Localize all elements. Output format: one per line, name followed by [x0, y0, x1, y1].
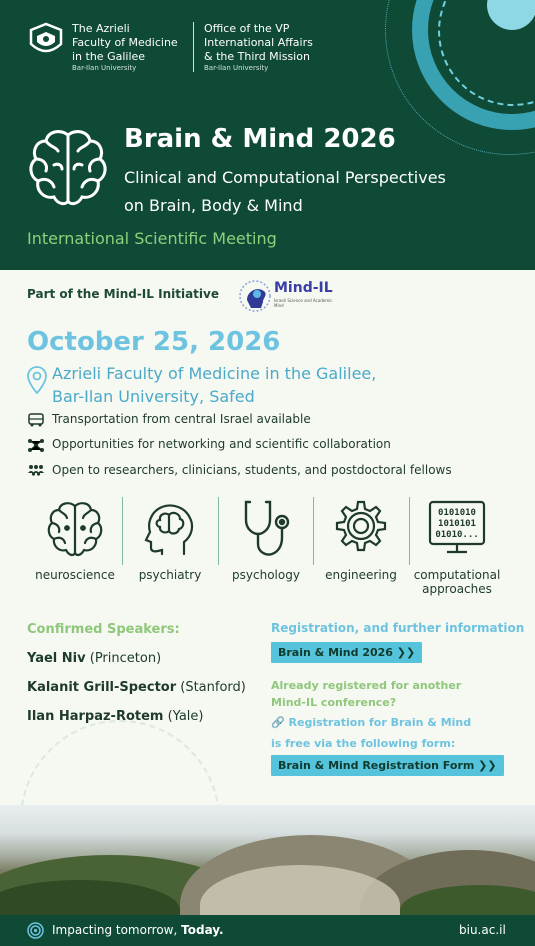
faculty-university: Bar-Ilan University: [72, 64, 137, 72]
gear-icon: [331, 498, 391, 560]
footer-url-link[interactable]: biu.ac.il: [459, 923, 506, 937]
spiral-logo-icon: [27, 922, 44, 939]
field-label: psychology: [232, 568, 300, 582]
registration-link-text: Registration for Brain & Mind: [288, 716, 472, 729]
speaker-affiliation: (Stanford): [180, 680, 246, 695]
binary-monitor-icon: [427, 498, 487, 560]
feature-text: Opportunities for networking and scientific collaboration: [52, 437, 391, 451]
speaker-item: [27, 709, 203, 724]
registration-link[interactable]: [271, 716, 471, 729]
brain-icon: [24, 125, 112, 213]
field-label-line1: computational: [413, 568, 501, 582]
venue-line1: Azrieli Faculty of Medicine in the Galilee,: [52, 364, 377, 383]
brain-mind-2026-button[interactable]: Brain & Mind 2026 ❯❯: [271, 642, 422, 663]
feature-text: Open to researchers, clinicians, students, and postdoctoral fellows: [52, 463, 452, 477]
field-label: engineering: [325, 568, 397, 582]
speaker-affiliation: (Yale): [167, 709, 204, 724]
location-pin-icon: [27, 366, 47, 394]
faculty-name-line1: The Azrieli: [72, 22, 130, 35]
already-registered-line2: Mind-IL conference?: [271, 696, 397, 709]
already-registered-line1: Already registered for another: [271, 679, 462, 692]
field-label: neuroscience: [35, 568, 115, 582]
field-psychology: [218, 498, 314, 582]
event-subtitle-line2: on Brain, Body & Mind: [124, 196, 303, 215]
event-date: October 25, 2026: [27, 327, 281, 357]
field-label-line2: approaches: [422, 582, 492, 596]
faculty-name-line2: Faculty of Medicine: [72, 36, 178, 49]
mind-il-logo-subtitle: Israeli Science and Academic Mind: [274, 298, 333, 308]
registration-heading: Registration, and further information: [271, 621, 525, 635]
network-icon: [27, 438, 45, 452]
field-engineering: [313, 498, 409, 582]
speaker-item: [27, 680, 246, 695]
speaker-affiliation: (Princeton): [89, 651, 162, 666]
head-brain-icon: [140, 498, 200, 560]
registration-form-button[interactable]: Brain & Mind Registration Form ❯❯: [271, 755, 504, 776]
field-psychiatry: [122, 498, 218, 582]
header-divider: [193, 22, 194, 72]
people-icon: [27, 464, 45, 478]
footer-tagline: [52, 923, 224, 937]
field-label: psychiatry: [138, 568, 202, 582]
speaker-name: Ilan Harpaz-Rotem: [27, 709, 164, 724]
venue-line2: Bar-Ilan University, Safed: [52, 387, 255, 406]
faculty-name-line3: in the Galilee: [72, 50, 146, 63]
brain-icon: [45, 498, 105, 560]
registration-free-text: is free via the following form:: [271, 737, 456, 750]
meeting-type: International Scientific Meeting: [27, 229, 277, 248]
bus-icon: [27, 413, 45, 427]
field-computational: [409, 498, 505, 596]
event-subtitle-line1: Clinical and Computational Perspectives: [124, 168, 446, 187]
speaker-name: Yael Niv: [27, 651, 86, 666]
office-name-line2: International Affairs: [204, 36, 313, 49]
link-icon: 🔗: [271, 716, 285, 729]
footer-tagline-bold: Today.: [181, 923, 224, 937]
stethoscope-icon: [236, 498, 296, 560]
header-banner: [0, 0, 535, 270]
field-label: [409, 568, 505, 596]
svg-text:0101010: 0101010: [438, 508, 476, 518]
initiative-text: Part of the Mind-IL Initiative: [27, 287, 219, 301]
field-neuroscience: [27, 498, 123, 582]
feature-text: Transportation from central Israel available: [52, 412, 311, 426]
speaker-name: Kalanit Grill-Spector: [27, 680, 177, 695]
mind-il-logo-text: Mind-IL: [274, 280, 333, 296]
footer-tagline-prefix: Impacting tomorrow,: [52, 923, 178, 937]
office-name-line1: Office of the VP: [204, 22, 290, 35]
event-title: Brain & Mind 2026: [124, 124, 396, 154]
speaker-item: [27, 651, 161, 666]
svg-text:01010...: 01010...: [435, 530, 479, 540]
office-university: Bar-Ilan University: [204, 64, 269, 72]
svg-text:1010101: 1010101: [438, 519, 476, 529]
safed-landscape-photo: [0, 805, 535, 915]
office-name-line3: & the Third Mission: [204, 50, 310, 63]
footer-bar: [0, 915, 535, 946]
faculty-logo-icon: [27, 22, 65, 58]
speakers-heading: Confirmed Speakers:: [27, 622, 180, 637]
